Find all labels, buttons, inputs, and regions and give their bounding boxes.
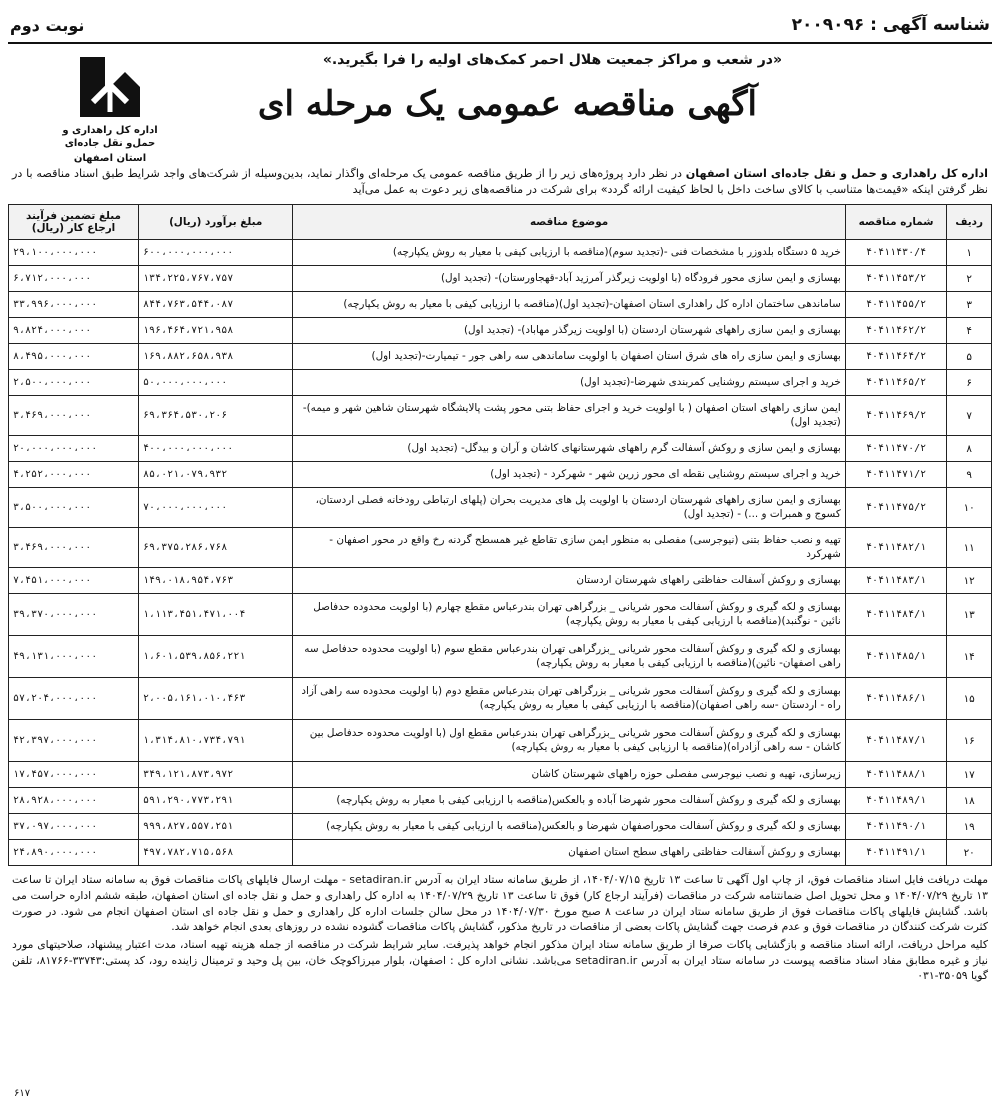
table-row	[9, 488, 992, 528]
guarantee-amount: ۶،۷۱۲،۰۰۰،۰۰۰	[9, 266, 139, 292]
top-bar	[8, 8, 992, 44]
footer-paragraph-2: کلیه مراحل دریافت، ارائه اسناد مناقصه و بازگشایی پاکات صرفا از طریق سامانه ستاد ایران مذکور انجام خواهد پذیرفت. سایر شرایط شرکت در مناقصه از جمله هزینه تهیه اسناد، مدت اعتبار پیشنهاد، صلاحیتهای مورد نیاز و غیره مطابق مفاد اسناد مناقصه پیوست در سامانه ستاد ایران به آدرس setadiran.ir می‌باشد. نشانی اداره کل : اصفهان، بلوار میرزاکوچک خان، بین پل وحید و ترمینال زاینده رود، کد پستی:۳۳۷۴۳-۸۱۷۶۶، تلفن گویا ۳۵۰۵۹-۰۳۱	[12, 938, 988, 983]
table-row	[9, 678, 992, 720]
tender-subject: بهسازی و روکش آسفالت حفاظتی راههای شهرستان اردستان	[293, 568, 845, 594]
tender-number: ۴۰۴۱۱۴۳۰/۴	[845, 240, 947, 266]
guarantee-amount: ۷،۴۵۱،۰۰۰،۰۰۰	[9, 568, 139, 594]
estimate-amount: ۴۰۰،۰۰۰،۰۰۰،۰۰۰	[139, 436, 293, 462]
estimate-amount: ۱۶۹،۸۸۲،۶۵۸،۹۳۸	[139, 344, 293, 370]
guarantee-amount: ۲۹،۱۰۰،۰۰۰،۰۰۰	[9, 240, 139, 266]
tender-subject: خرید و اجرای سیستم روشنایی نقطه ای محور زرین شهر - شهرکرد - (تجدید اول)	[293, 462, 845, 488]
tender-number: ۴۰۴۱۱۴۸۲/۱	[845, 528, 947, 568]
tender-subject: بهسازی و روکش آسفالت حفاظتی راههای سطح استان اصفهان	[293, 840, 845, 866]
tender-subject: تهیه و نصب حفاظ بتنی (نیوجرسی) مفصلی به منظور ایمن سازی تقاطع غیر همسطح گردنه رخ واقع در محور اصفهان - شهرکرد	[293, 528, 845, 568]
table-row	[9, 240, 992, 266]
table-row	[9, 636, 992, 678]
guarantee-amount: ۳۹،۳۷۰،۰۰۰،۰۰۰	[9, 594, 139, 636]
estimate-amount: ۸۵،۰۲۱،۰۷۹،۹۳۲	[139, 462, 293, 488]
intro-paragraph	[8, 166, 992, 198]
table-row	[9, 720, 992, 762]
intro-text: در نظر دارد پروژه‌های زیر را از طریق مناقصه عمومی یک مرحله‌ای واگذار نماید، بدین‌وسیله از شرکت‌های واجد شرایط طبق اسناد مناقصه با در نظر گرفتن اینکه «قیمت‌ها متناسب با کالای ساخت داخل با لحاظ کیفیت ارائه گردد» برای شرکت در مناقصه‌های زیر دعوت به عمل می‌آید	[12, 167, 988, 197]
tender-subject: بهسازی و ایمن سازی و روکش آسفالت گرم راههای شهرستانهای کاشان و آران و بیدگل- (تجدید اول)	[293, 436, 845, 462]
estimate-amount: ۶۰۰،۰۰۰،۰۰۰،۰۰۰	[139, 240, 293, 266]
estimate-amount: ۱۹۶،۴۶۴،۷۲۱،۹۵۸	[139, 318, 293, 344]
guarantee-amount: ۸،۴۹۵،۰۰۰،۰۰۰	[9, 344, 139, 370]
row-number: ۶	[947, 370, 992, 396]
estimate-amount: ۵۹۱،۲۹۰،۷۷۳،۲۹۱	[139, 788, 293, 814]
page-title: آگهی مناقصه عمومی یک مرحله ای	[257, 84, 757, 124]
intro-org: اداره کل راهداری و حمل و نقل جاده‌ای استان اصفهان	[685, 167, 989, 180]
row-number: ۱۸	[947, 788, 992, 814]
tender-subject: بهسازی و لکه گیری و روکش آسفالت محور شریانی _ بزرگراهی تهران بندرعباس مقطع دوم (با اولویت محدوده سه راهی آزاد راه - اردستان -سه راهی اصفهان)(مناقصه با ارزیابی کیفی با معیار به روش یکپارچه)	[293, 678, 845, 720]
guarantee-amount: ۳،۴۶۹،۰۰۰،۰۰۰	[9, 528, 139, 568]
tender-subject: بهسازی و لکه گیری و روکش آسفالت محوراصفهان شهرضا و بالعکس(مناقصه با ارزیابی کیفی با معیار به روش یکپارچه)	[293, 814, 845, 840]
table-row	[9, 396, 992, 436]
tender-number: ۴۰۴۱۱۴۵۵/۲	[845, 292, 947, 318]
col-guarantee: مبلغ تضمین فرآیند ارجاع کار (ریال)	[9, 205, 139, 240]
row-number: ۱۱	[947, 528, 992, 568]
row-number: ۱۶	[947, 720, 992, 762]
tender-subject: زیرسازی، تهیه و نصب نیوجرسی مفصلی حوزه راههای شهرستان کاشان	[293, 762, 845, 788]
row-number: ۱۲	[947, 568, 992, 594]
estimate-amount: ۶۹،۳۶۴،۵۳۰،۲۰۶	[139, 396, 293, 436]
estimate-amount: ۱،۳۱۴،۸۱۰،۷۳۴،۷۹۱	[139, 720, 293, 762]
estimate-amount: ۱،۶۰۱،۵۳۹،۸۵۶،۲۲۱	[139, 636, 293, 678]
table-row	[9, 788, 992, 814]
table-row	[9, 762, 992, 788]
col-row: ردیف	[947, 205, 992, 240]
tender-subject: ساماندهی ساختمان اداره کل راهداری استان اصفهان-(تجدید اول)(مناقصه با ارزیابی کیفی با معیار به روش یکپارچه)	[293, 292, 845, 318]
tender-subject: بهسازی و ایمن سازی محور فرودگاه (با اولویت زیرگذر آمرزید آباد-قهجاورستان)- (تجدید اول)	[293, 266, 845, 292]
tender-subject: بهسازی و لکه گیری و روکش آسفالت محور شریانی _بزرگراهی تهران بندرعباس مقطع سوم (با اولویت محدوده حدفاصل سه راهی اصفهان- نائین)(مناقصه با ارزیابی کیفی با معیار به روش یکپارچه)	[293, 636, 845, 678]
estimate-amount: ۱۳۴،۲۲۵،۷۶۷،۷۵۷	[139, 266, 293, 292]
guarantee-amount: ۳،۵۰۰،۰۰۰،۰۰۰	[9, 488, 139, 528]
table-row	[9, 344, 992, 370]
row-number: ۱۰	[947, 488, 992, 528]
row-number: ۱۵	[947, 678, 992, 720]
tender-number: ۴۰۴۱۱۴۶۵/۲	[845, 370, 947, 396]
org-name: اداره کل راهداری و حمل‌و نقل جاده‌ای	[62, 125, 158, 149]
row-number: ۸	[947, 436, 992, 462]
organization-logo	[50, 52, 170, 165]
guarantee-amount: ۲۴،۸۹۰،۰۰۰،۰۰۰	[9, 840, 139, 866]
row-number: ۴	[947, 318, 992, 344]
table-row	[9, 266, 992, 292]
estimate-amount: ۳۴۹،۱۲۱،۸۷۳،۹۷۲	[139, 762, 293, 788]
guarantee-amount: ۹،۸۲۴،۰۰۰،۰۰۰	[9, 318, 139, 344]
row-number: ۱۳	[947, 594, 992, 636]
table-row	[9, 840, 992, 866]
tender-number: ۴۰۴۱۱۴۷۰/۲	[845, 436, 947, 462]
estimate-amount: ۸۴۴،۷۶۳،۵۴۴،۰۸۷	[139, 292, 293, 318]
tender-table	[8, 204, 992, 866]
tender-subject: بهسازی و ایمن سازی راههای شهرستان اردستان با اولویت پل های مدیریت بحران (پلهای ارتباطی رودخانه فصلی اردستان، کسوج و همبرات و ...) - (تجدید اول)	[293, 488, 845, 528]
estimate-amount: ۱،۱۱۳،۴۵۱،۴۷۱،۰۰۴	[139, 594, 293, 636]
tender-subject: ایمن سازی راههای استان اصفهان ( با اولویت خرید و اجرای حفاظ بتنی محور پشت پالایشگاه شهرستان شاهین شهر و میمه)-(تجدید اول)	[293, 396, 845, 436]
header	[8, 44, 992, 164]
tender-number: ۴۰۴۱۱۴۷۱/۲	[845, 462, 947, 488]
tender-number: ۴۰۴۱۱۴۸۵/۱	[845, 636, 947, 678]
tender-subject: خرید و اجرای سیستم روشنایی کمربندی شهرضا-(تجدید اول)	[293, 370, 845, 396]
row-number: ۳	[947, 292, 992, 318]
guarantee-amount: ۱۷،۴۵۷،۰۰۰،۰۰۰	[9, 762, 139, 788]
tender-number: ۴۰۴۱۱۴۵۳/۲	[845, 266, 947, 292]
tender-subject: خرید ۵ دستگاه بلدوزر با مشخصات فنی -(تجدید سوم)(مناقصه با ارزیابی کیفی با معیار به روش یکپارچه)	[293, 240, 845, 266]
table-row	[9, 436, 992, 462]
table-body	[9, 240, 992, 866]
publication-turn: نوبت دوم	[10, 15, 85, 35]
table-row	[9, 370, 992, 396]
row-number: ۱۷	[947, 762, 992, 788]
estimate-amount: ۵۰،۰۰۰،۰۰۰،۰۰۰	[139, 370, 293, 396]
estimate-amount: ۶۹،۳۷۵،۲۸۶،۷۶۸	[139, 528, 293, 568]
tender-number: ۴۰۴۱۱۴۸۷/۱	[845, 720, 947, 762]
row-number: ۲	[947, 266, 992, 292]
tender-number: ۴۰۴۱۱۴۸۶/۱	[845, 678, 947, 720]
col-tender-no: شماره مناقصه	[845, 205, 947, 240]
row-number: ۲۰	[947, 840, 992, 866]
tender-number: ۴۰۴۱۱۴۸۴/۱	[845, 594, 947, 636]
guarantee-amount: ۳۳،۹۹۶،۰۰۰،۰۰۰	[9, 292, 139, 318]
estimate-amount: ۹۹۹،۸۲۷،۵۵۷،۲۵۱	[139, 814, 293, 840]
org-province: استان اصفهان	[73, 153, 147, 164]
table-row	[9, 462, 992, 488]
guarantee-amount: ۴۹،۱۳۱،۰۰۰،۰۰۰	[9, 636, 139, 678]
tender-subject: بهسازی و ایمن سازی راههای شهرستان اردستان (با اولویت زیرگذر مهاباد)- (تجدید اول)	[293, 318, 845, 344]
table-header-row	[9, 205, 992, 240]
tender-number: ۴۰۴۱۱۴۶۲/۲	[845, 318, 947, 344]
table-row	[9, 814, 992, 840]
road-logo-icon	[75, 52, 145, 122]
row-number: ۵	[947, 344, 992, 370]
row-number: ۱۹	[947, 814, 992, 840]
estimate-amount: ۷۰،۰۰۰،۰۰۰،۰۰۰	[139, 488, 293, 528]
tender-number: ۴۰۴۱۱۴۸۹/۱	[845, 788, 947, 814]
col-subject: موضوع مناقصه	[293, 205, 845, 240]
tender-subject: بهسازی و ایمن سازی راه های شرق استان اصفهان با اولویت ساماندهی سه راهی جور - تیمیارت-(تجدید اول)	[293, 344, 845, 370]
tender-number: ۴۰۴۱۱۴۸۳/۱	[845, 568, 947, 594]
estimate-amount: ۱۴۹،۰۱۸،۹۵۴،۷۶۳	[139, 568, 293, 594]
footer-text	[8, 872, 992, 983]
ad-id: شناسه آگهی : ۲۰۰۹۰۹۶	[791, 15, 990, 35]
table-row	[9, 292, 992, 318]
footer-paragraph-1: مهلت دریافت فایل اسناد مناقصات فوق، از چاپ اول آگهی تا ساعت ۱۳ تاریخ ۱۴۰۴/۰۷/۱۵، از طریق سامانه ستاد ایران به آدرس setadiran.ir - مهلت ارسال فایلهای پاکات مناقصات فوق به سامانه ستاد ایران تا ساعت ۱۳ تاریخ ۱۴۰۴/۰۷/۲۹ و محل تحویل اصل ضمانتنامه شرکت در مناقصات (فرآیند ارجاع کار) فوق تا ساعت ۱۳ تاریخ ۱۴۰۴/۰۷/۲۹ به اداره کل راهداری و حمل و نقل جاده ای استان اصفهان، طبقه ششم اداره حراست می باشد. گشایش فایلهای پاکات مناقصات فوق از طریق سامانه ستاد ایران در ساعت ۸ صبح مورخ ۱۴۰۴/۰۷/۳۰ در محل سالن جلسات اداره کل راهداری و حمل و نقل جاده ای استان اصفهان انجام می شود. در صورت کثرت شرکت کنندگان در مناقصات فوق و عدم فرصت جهت گشایش پاکات بعضی از مناقصات در تاریخ مذکور، گشایش پاکات مناقصات گشوده نشده در روزهای بعدی انجام خواهد شد.	[12, 873, 989, 934]
guarantee-amount: ۳،۴۶۹،۰۰۰،۰۰۰	[9, 396, 139, 436]
guarantee-amount: ۲۸،۹۲۸،۰۰۰،۰۰۰	[9, 788, 139, 814]
tender-subject: بهسازی و لکه گیری و روکش آسفالت محور شهرضا آباده و بالعکس(مناقصه با ارزیابی کیفی با معیار به روش یکپارچه)	[293, 788, 845, 814]
table-row	[9, 528, 992, 568]
tender-number: ۴۰۴۱۱۴۹۰/۱	[845, 814, 947, 840]
row-number: ۹	[947, 462, 992, 488]
row-number: ۱	[947, 240, 992, 266]
page-number: ۶۱۷	[14, 1088, 31, 1099]
tender-subject: بهسازی و لکه گیری و روکش آسفالت محور شریانی _ بزرگراهی تهران بندرعباس مقطع چهارم (با اولویت محدوده حدفاصل نائین - نوگنبد)(مناقصه با ارزیابی کیفی با معیار به روش یکپارچه)	[293, 594, 845, 636]
slogan: «در شعب و مراکز جمعیت هلال احمر کمک‌های اولیه را فرا بگیرید.»	[322, 52, 782, 68]
estimate-amount: ۴۹۷،۷۸۲،۷۱۵،۵۶۸	[139, 840, 293, 866]
row-number: ۱۴	[947, 636, 992, 678]
table-row	[9, 594, 992, 636]
guarantee-amount: ۴۲،۳۹۷،۰۰۰،۰۰۰	[9, 720, 139, 762]
table-row	[9, 318, 992, 344]
col-estimate: مبلغ برآورد (ریال)	[139, 205, 293, 240]
estimate-amount: ۲،۰۰۵،۱۶۱،۰۱۰،۴۶۳	[139, 678, 293, 720]
guarantee-amount: ۲۰،۰۰۰،۰۰۰،۰۰۰	[9, 436, 139, 462]
guarantee-amount: ۴،۲۵۲،۰۰۰،۰۰۰	[9, 462, 139, 488]
row-number: ۷	[947, 396, 992, 436]
guarantee-amount: ۲،۵۰۰،۰۰۰،۰۰۰	[9, 370, 139, 396]
tender-number: ۴۰۴۱۱۴۹۱/۱	[845, 840, 947, 866]
tender-notice	[8, 8, 992, 1099]
guarantee-amount: ۳۷،۰۹۷،۰۰۰،۰۰۰	[9, 814, 139, 840]
tender-number: ۴۰۴۱۱۴۶۹/۲	[845, 396, 947, 436]
tender-number: ۴۰۴۱۱۴۷۵/۲	[845, 488, 947, 528]
tender-number: ۴۰۴۱۱۴۸۸/۱	[845, 762, 947, 788]
table-row	[9, 568, 992, 594]
tender-number: ۴۰۴۱۱۴۶۴/۲	[845, 344, 947, 370]
tender-subject: بهسازی و لکه گیری و روکش آسفالت محور شریانی _بزرگراهی تهران بندرعباس مقطع اول (با اولویت محدوده حدفاصل بین کاشان - سه راهی آزادراه)(مناقصه با ارزیابی کیفی با معیار به روش یکپارچه)	[293, 720, 845, 762]
guarantee-amount: ۵۷،۲۰۴،۰۰۰،۰۰۰	[9, 678, 139, 720]
